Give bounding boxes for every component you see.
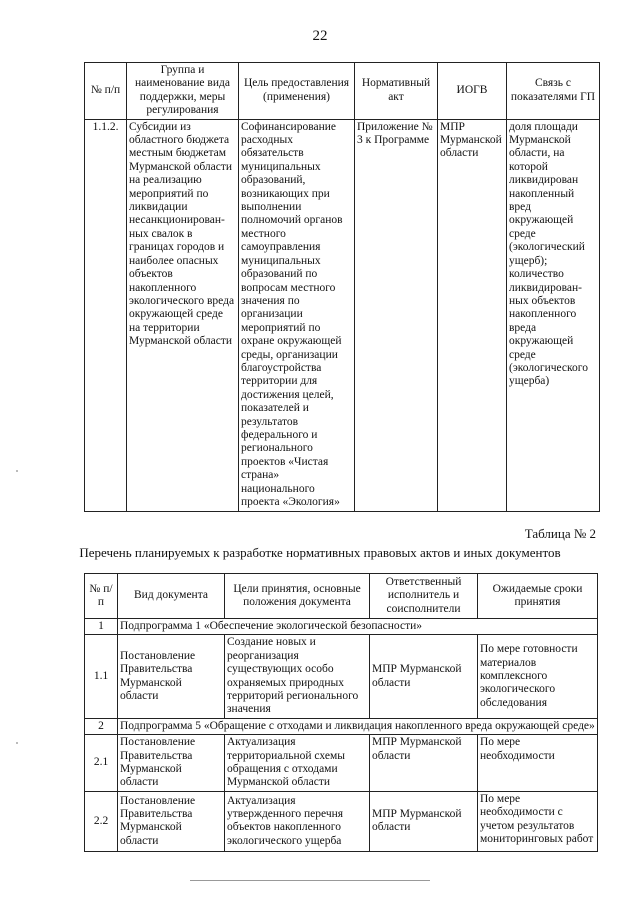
scan-mark <box>16 742 18 744</box>
table2-header-goal: Цели принятия, основные положения документа <box>225 574 370 619</box>
table1-cell-purpose: Софинансирование расходных обязательств муниципальных образований, возникающих при выполнении полномочий органов местного самоуправления муниципальных образований по вопросам местного значения по организации мероприятий по охране окружающей среды, организации благоустройства территории для достижения целей, показателей и результатов федерального и регионального проектов «Чистая страна» национального проекта «Экология» <box>239 119 355 511</box>
subprogram-row <box>85 619 598 635</box>
table2-title: Перечень планируемых к разработке нормативных правовых актов и иных документов <box>79 545 561 560</box>
row-term: По мере необходимости с учетом результатов мониторинговых работ <box>478 791 598 851</box>
row-num: 2.1 <box>85 735 118 792</box>
table1-cell-act: Приложение № 3 к Программе <box>355 119 438 511</box>
table1-header-row <box>85 63 600 120</box>
table1-cell-link: доля площади Мурманской области, на которой ликвидирован накопленный вред окружающей среде (экологический ущерб); количество ликвидирован-ных объектов накопленного вреда окружающей среде (экологического ущерба) <box>507 119 600 511</box>
table1-header-act: Нормативный акт <box>355 63 438 120</box>
table2-header-doc: Вид документа <box>118 574 225 619</box>
table1-cell-iogv: МПР Мурманской области <box>438 119 507 511</box>
subprogram-title: Подпрограмма 1 «Обеспечение экологической безопасности» <box>118 619 598 635</box>
table1-header-group: Группа и наименование вида поддержки, меры регулирования <box>127 63 239 120</box>
table2-header-term: Ожидаемые сроки принятия <box>478 574 598 619</box>
table1-header-purpose: Цель предоставления (применения) <box>239 63 355 120</box>
row-goal: Актуализация утвержденного перечня объектов накопленного экологического ущерба <box>225 791 370 851</box>
table2-header-row <box>85 574 598 619</box>
row-num: 2.2 <box>85 791 118 851</box>
row-goal: Актуализация территориальной схемы обращения с отходами Мурманской области <box>225 735 370 792</box>
subprogram-num: 2 <box>85 718 118 734</box>
row-term: По мере необходимости <box>478 735 598 792</box>
table-row <box>85 791 598 851</box>
subprogram-num: 1 <box>85 619 118 635</box>
table2-label: Таблица № 2 <box>524 526 596 541</box>
row-goal: Создание новых и реорганизация существующих особо охраняемых природных территорий регионального значения <box>225 635 370 718</box>
support-measures-table <box>84 62 600 512</box>
table2-header-exec: Ответственный исполнитель и соисполнители <box>370 574 478 619</box>
row-num: 1.1 <box>85 635 118 718</box>
subprogram-title: Подпрограмма 5 «Обращение с отходами и ликвидация накопленного вреда окружающей среде» <box>118 718 598 734</box>
subprogram-row <box>85 718 598 734</box>
row-term: По мере готовности материалов комплексного экологического обследования <box>478 635 598 718</box>
row-exec: МПР Мурманской области <box>370 635 478 718</box>
table1-cell-num: 1.1.2. <box>85 119 127 511</box>
row-doc: Постановление Правительства Мурманской области <box>118 635 225 718</box>
row-doc: Постановление Правительства Мурманской области <box>118 735 225 792</box>
page-number: 22 <box>312 28 328 44</box>
table1-header-link: Связь с показателями ГП <box>507 63 600 120</box>
table1-header-iogv: ИОГВ <box>438 63 507 120</box>
table1-cell-group: Субсидии из областного бюджета местным бюджетам Мурманской области на реализацию мероприятий по ликвидации несанкционирован-ных свалок в границах городов и наиболее опасных объектов накопленного экологического вреда окружающей среде на территории Мурманской области <box>127 119 239 511</box>
table-row <box>85 635 598 718</box>
row-exec: МПР Мурманской области <box>370 791 478 851</box>
scan-mark <box>16 470 18 472</box>
table2-header-num: № п/п <box>85 574 118 619</box>
table-row <box>85 735 598 792</box>
table-row <box>85 119 600 511</box>
table1-header-num: № п/п <box>85 63 127 120</box>
row-exec: МПР Мурманской области <box>370 735 478 792</box>
footer-divider <box>190 880 430 881</box>
row-doc: Постановление Правительства Мурманской области <box>118 791 225 851</box>
documents-table <box>84 573 598 852</box>
